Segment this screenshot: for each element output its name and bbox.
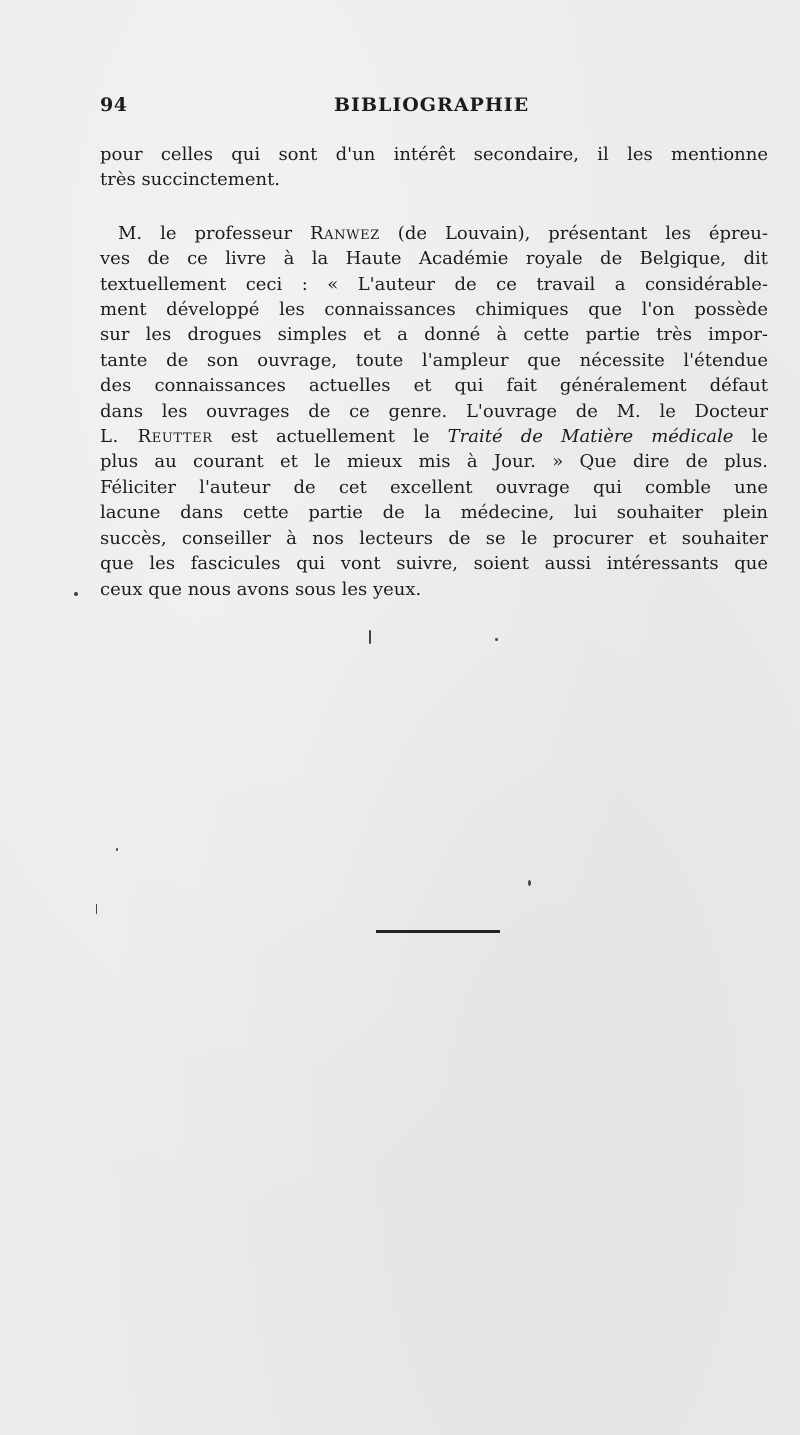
text-span: M. le professeur	[118, 222, 311, 244]
text-line: lacune dans cette partie de la médecine, lui souhaiter plein	[100, 502, 768, 524]
book-title: Traité de Matière médicale	[447, 426, 734, 448]
end-rule	[376, 930, 500, 933]
scan-speck	[369, 630, 371, 644]
text-line: pour celles qui sont d'un intérêt secondaire, il les mentionne	[100, 144, 768, 165]
paragraph-gap	[100, 193, 768, 221]
text-line: succès, conseiller à nos lecteurs de se le procurer et souhaiter	[100, 527, 768, 549]
scan-speck	[116, 848, 118, 851]
text-line: sur les drogues simples et a donné à cette partie très impor-	[100, 324, 768, 346]
text-span: le	[733, 426, 768, 448]
text-line: tante de son ouvrage, toute l'ampleur que nécessite l'étendue	[100, 349, 768, 371]
text-line: très succinctement.	[100, 169, 281, 191]
text-line	[100, 221, 768, 246]
text-line: textuellement ceci : « L'auteur de ce travail a considérable-	[100, 273, 768, 295]
body-text	[100, 142, 768, 602]
text-line: plus au courant et le mieux mis à Jour. » Que dire de plus.	[100, 451, 768, 473]
scan-speck	[74, 592, 78, 596]
scan-speck	[495, 638, 498, 641]
text-line: des connaissances actuelles et qui fait généralement défaut	[100, 375, 768, 397]
author-name-reutter: L. Reutter	[100, 426, 213, 448]
page-number: 94	[100, 94, 128, 116]
text-line	[100, 424, 768, 449]
text-line: ment développé les connaissances chimiques que l'on possède	[100, 299, 768, 321]
text-line: Féliciter l'auteur de cet excellent ouvrage qui comble une	[100, 476, 768, 498]
text-span: est actuellement le	[212, 426, 448, 448]
text-line: que les fascicules qui vont suivre, soient aussi intéressants que	[100, 553, 768, 575]
text-span: (de Louvain), présentant les épreu-	[379, 222, 768, 244]
running-head	[100, 94, 768, 122]
scan-speck	[96, 904, 97, 914]
text-line: ceux que nous avons sous les yeux.	[100, 578, 422, 600]
author-name-ranwez: Ranwez	[310, 222, 380, 244]
text-line: ves de ce livre à la Haute Académie royale de Belgique, dit	[100, 248, 768, 270]
text-line: dans les ouvrages de ce genre. L'ouvrage de M. le Docteur	[100, 400, 768, 422]
scan-speck	[528, 880, 531, 886]
running-title: BIBLIOGRAPHIE	[334, 94, 530, 116]
